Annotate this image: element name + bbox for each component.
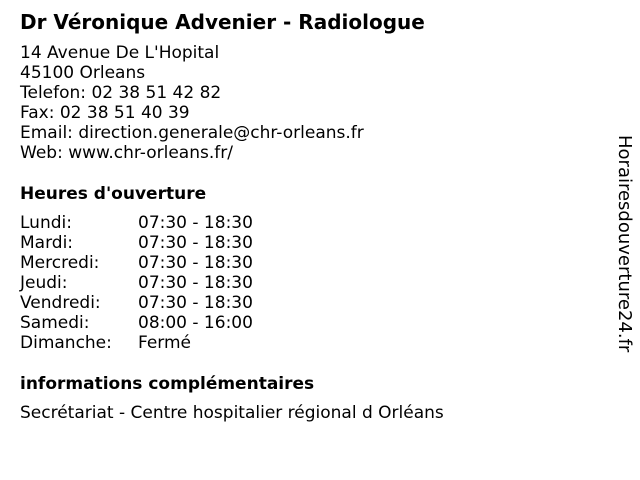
hours-time: 07:30 - 18:30 — [138, 293, 253, 313]
fax-line — [20, 103, 364, 123]
hours-row-saturday — [20, 313, 253, 333]
email-line — [20, 123, 364, 143]
hours-row-monday — [20, 213, 253, 233]
email-link[interactable]: direction.generale@chr-orleans.fr — [78, 123, 364, 143]
hours-time: Fermé — [138, 333, 192, 353]
hours-time: 08:00 - 16:00 — [138, 313, 253, 333]
hours-time: 07:30 - 18:30 — [138, 273, 253, 293]
additional-info-heading: informations complémentaires — [20, 374, 315, 394]
site-watermark: Horairesdouverture24.fr — [614, 135, 635, 353]
hours-row-sunday — [20, 333, 253, 353]
phone-line — [20, 83, 364, 103]
web-line — [20, 143, 364, 163]
phone-number[interactable]: 02 38 51 42 82 — [91, 83, 222, 103]
address-city: 45100 Orleans — [20, 63, 146, 83]
hours-day: Jeudi: — [20, 273, 68, 293]
email-label: Email: — [20, 123, 73, 143]
hours-row-thursday — [20, 273, 253, 293]
opening-hours-heading: Heures d'ouverture — [20, 184, 207, 204]
hours-time: 07:30 - 18:30 — [138, 253, 253, 273]
hours-day: Mercredi: — [20, 253, 100, 273]
hours-row-friday — [20, 293, 253, 313]
hours-time: 07:30 - 18:30 — [138, 213, 253, 233]
web-label: Web: — [20, 143, 63, 163]
hours-time: 07:30 - 18:30 — [138, 233, 253, 253]
hours-row-wednesday — [20, 253, 253, 273]
hours-row-tuesday — [20, 233, 253, 253]
opening-hours-table — [20, 213, 253, 353]
hours-day: Lundi: — [20, 213, 72, 233]
fax-label: Fax: — [20, 103, 55, 123]
page-title: Dr Véronique Advenier - Radiologue — [20, 10, 425, 34]
web-link[interactable]: www.chr-orleans.fr/ — [68, 143, 233, 163]
hours-day: Vendredi: — [20, 293, 101, 313]
fax-number: 02 38 51 40 39 — [59, 103, 190, 123]
hours-day: Dimanche: — [20, 333, 112, 353]
hours-day: Samedi: — [20, 313, 90, 333]
additional-info-text: Secrétariat - Centre hospitalier régional d Orléans — [20, 403, 444, 423]
hours-day: Mardi: — [20, 233, 74, 253]
phone-label: Telefon: — [20, 83, 87, 103]
contact-block — [20, 43, 364, 163]
address-street: 14 Avenue De L'Hopital — [20, 43, 220, 63]
